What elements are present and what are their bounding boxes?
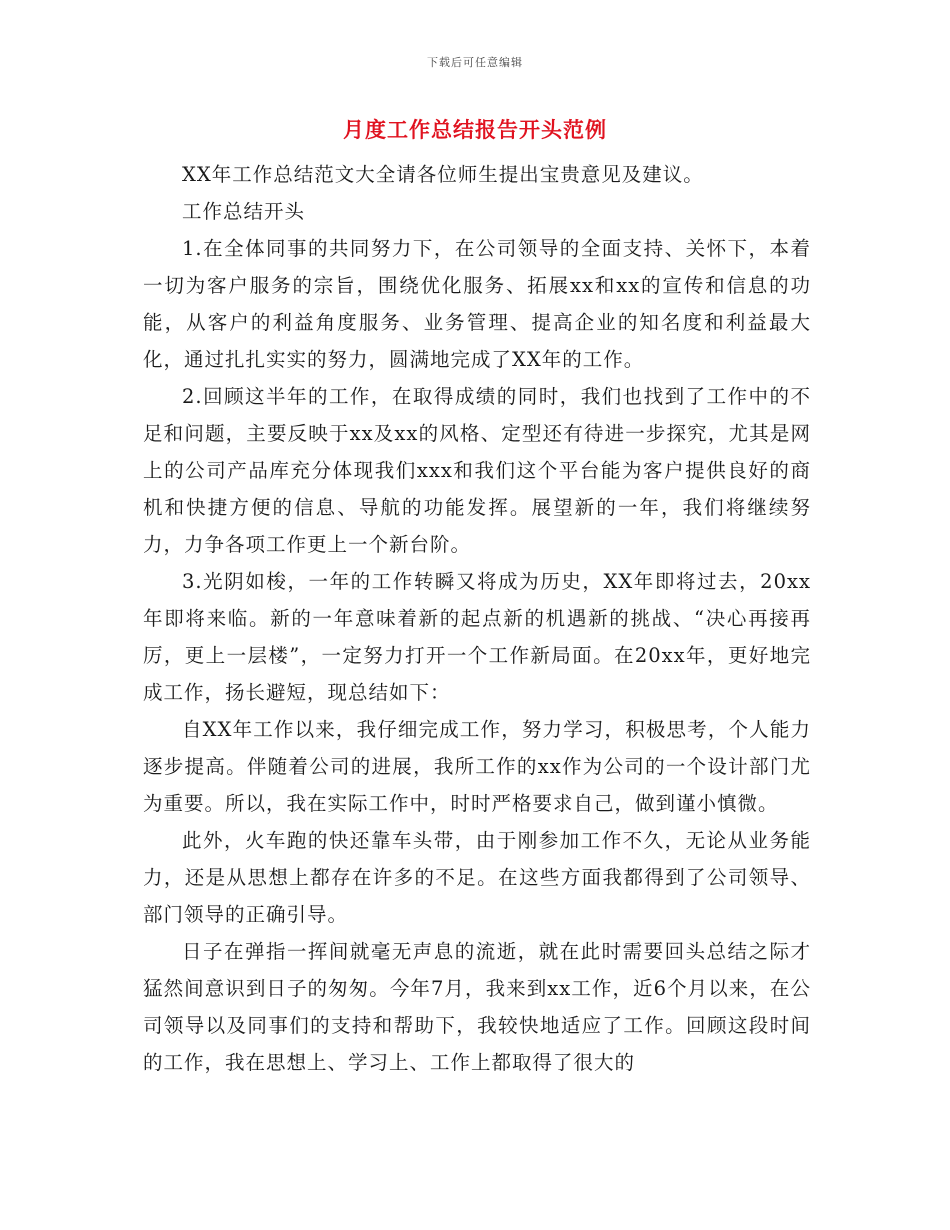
paragraph-1: 1.在全体同事的共同努力下，在公司领导的全面支持、关怀下，本着一切为客户服务的宗旨，围绕优化服务、拓展xx和xx的宣传和信息的功能，从客户的利益角度服务、业务管理、提高企业的知名度和利益最大化，通过扎扎实实的努力，圆满地完成了XX年的工作。 [143, 237, 811, 371]
header-note: 下载后可任意编辑 [427, 56, 523, 69]
document-title: 月度工作总结报告开头范例 [343, 118, 607, 142]
paragraph-subheading: 工作总结开头 [182, 200, 306, 223]
document-body [143, 156, 811, 1081]
paragraph-2: 2.回顾这半年的工作，在取得成绩的同时，我们也找到了工作中的不足和问题，主要反映于xx及xx的风格、定型还有待进一步探究，尤其是网上的公司产品库充分体现我们xxx和我们这个平台能为客户提供良好的商机和快捷方便的信息、导航的功能发挥。展望新的一年，我们将继续努力，力争各项工作更上一个新台阶。 [143, 385, 811, 556]
paragraph-4: 自XX年工作以来，我仔细完成工作，努力学习，积极思考，个人能力逐步提高。伴随着公司的进展，我所工作的xx作为公司的一个设计部门尤为重要。所以，我在实际工作中，时时严格要求自己，做到谨小慎微。 [143, 718, 811, 815]
paragraph-3: 3.光阴如梭，一年的工作转瞬又将成为历史，XX年即将过去，20xx年即将来临。新的一年意味着新的起点新的机遇新的挑战、“决心再接再厉，更上一层楼”，一定努力打开一个工作新局面。在20xx年，更好地完成工作，扬长避短，现总结如下： [143, 570, 811, 704]
paragraph-6: 日子在弹指一挥间就毫无声息的流逝，就在此时需要回头总结之际才猛然间意识到日子的匆匆。今年7月，我来到xx工作，近6个月以来，在公司领导以及同事们的支持和帮助下，我较快地适应了工作。回顾这段时间的工作，我在思想上、学习上、工作上都取得了很大的 [143, 940, 811, 1074]
paragraph-intro: XX年工作总结范文大全请各位师生提出宝贵意见及建议。 [182, 163, 704, 186]
paragraph-5: 此外，火车跑的快还靠车头带，由于刚参加工作不久，无论从业务能力，还是从思想上都存在许多的不足。在这些方面我都得到了公司领导、部门领导的正确引导。 [143, 829, 811, 926]
